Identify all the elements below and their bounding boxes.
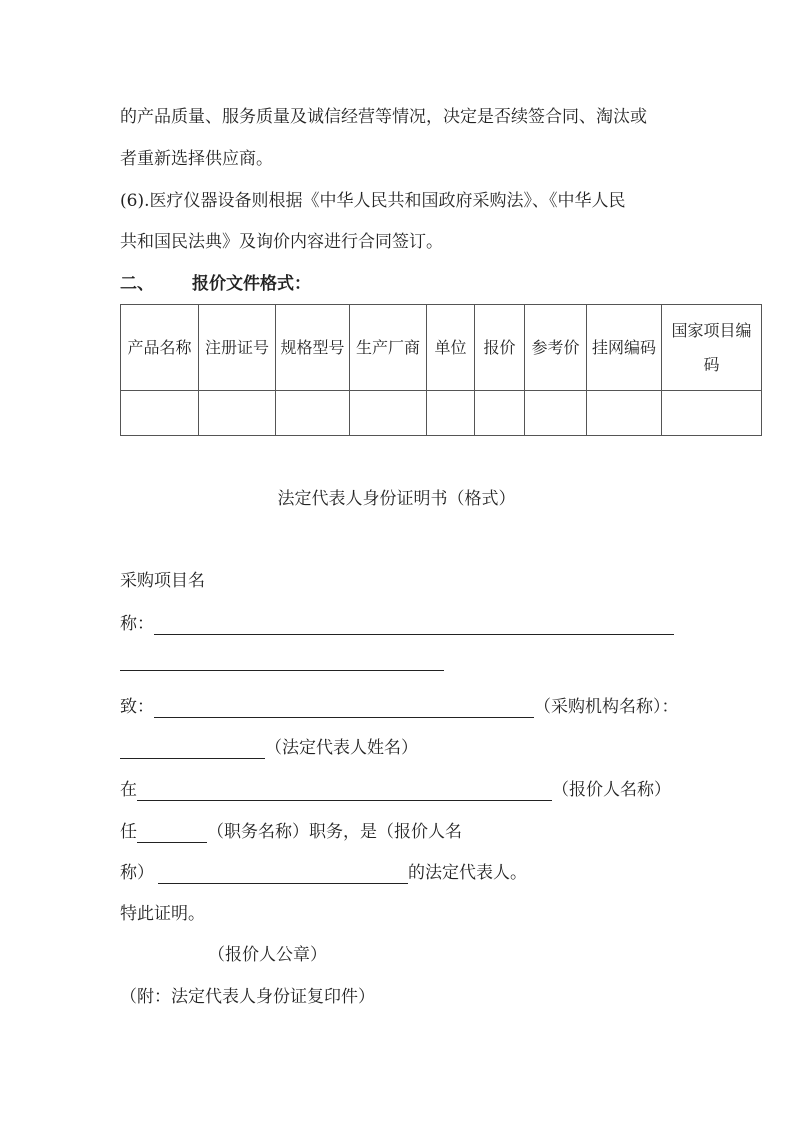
project-label: 采购项目名: [120, 571, 205, 591]
table-header-cell: 参考价: [525, 305, 587, 391]
table-header-cell: 产品名称: [121, 305, 199, 391]
paragraph-line: 的产品质量、服务质量及诚信经营等情况，决定是否续签合同、淘汰或: [120, 107, 647, 127]
legal-rep-prefix: 称）: [120, 863, 154, 883]
form-title: 法定代表人身份证明书（格式）: [277, 489, 516, 509]
table-header-cell: 生产厂商: [350, 305, 427, 391]
rep-name-blank[interactable]: [120, 736, 265, 759]
to-label: 致：: [120, 697, 154, 717]
legal-rep-blank[interactable]: [158, 861, 408, 884]
table-header-cell: 规格型号: [276, 305, 350, 391]
agency-suffix: （采购机构名称）：: [534, 697, 679, 717]
table-header-cell: 单位: [427, 305, 475, 391]
table-cell[interactable]: [587, 391, 662, 436]
attachment-note: （附：法定代表人身份证复印件）: [120, 987, 375, 1007]
section-title: 报价文件格式：: [192, 274, 311, 294]
rep-name-suffix: （法定代表人姓名）: [265, 738, 418, 758]
certify-text: 特此证明。: [120, 904, 205, 924]
table-row: [121, 391, 762, 436]
position-suffix: （职务名称）职务，是（报价人名: [207, 822, 462, 842]
section-heading: [120, 273, 311, 295]
quote-format-table: [120, 304, 762, 436]
table-cell[interactable]: [525, 391, 587, 436]
bidder-name-blank[interactable]: [137, 778, 552, 801]
legal-rep-row: [120, 861, 527, 884]
table-cell[interactable]: [276, 391, 350, 436]
project-name-blank[interactable]: [154, 612, 674, 635]
section-number: 二、: [120, 274, 154, 294]
seal-text: （报价人公章）: [208, 945, 327, 965]
table-cell[interactable]: [199, 391, 276, 436]
table-header-cell: 挂网编码: [587, 305, 662, 391]
table-header-cell: 报价: [475, 305, 525, 391]
project-name-row: [120, 612, 674, 635]
legal-rep-suffix: 的法定代表人。: [408, 863, 527, 883]
position-row: [120, 820, 462, 843]
at-label: 在: [120, 780, 137, 800]
position-blank[interactable]: [137, 820, 207, 843]
table-cell[interactable]: [475, 391, 525, 436]
position-prefix: 任: [120, 822, 137, 842]
bidder-row: [120, 778, 671, 801]
paragraph-line: 共和国民法典》及询价内容进行合同签订。: [120, 232, 443, 252]
project-name-blank-cont[interactable]: [120, 670, 444, 671]
table-cell[interactable]: [121, 391, 199, 436]
table-cell[interactable]: [662, 391, 762, 436]
table-header-cell: 国家项目编码: [662, 305, 762, 391]
table-cell[interactable]: [427, 391, 475, 436]
agency-name-blank[interactable]: [154, 695, 534, 718]
paragraph-line: 者重新选择供应商。: [120, 149, 273, 169]
bidder-name-suffix: （报价人名称）: [552, 780, 671, 800]
project-label-cont: 称：: [120, 614, 154, 634]
to-agency-row: [120, 695, 679, 718]
table-cell[interactable]: [350, 391, 427, 436]
rep-name-row: [120, 736, 418, 759]
paragraph-line: (6).医疗仪器设备则根据《中华人民共和国政府采购法》、《中华人民: [120, 191, 626, 211]
table-header-row: [121, 305, 762, 391]
table-header-cell: 注册证号: [199, 305, 276, 391]
